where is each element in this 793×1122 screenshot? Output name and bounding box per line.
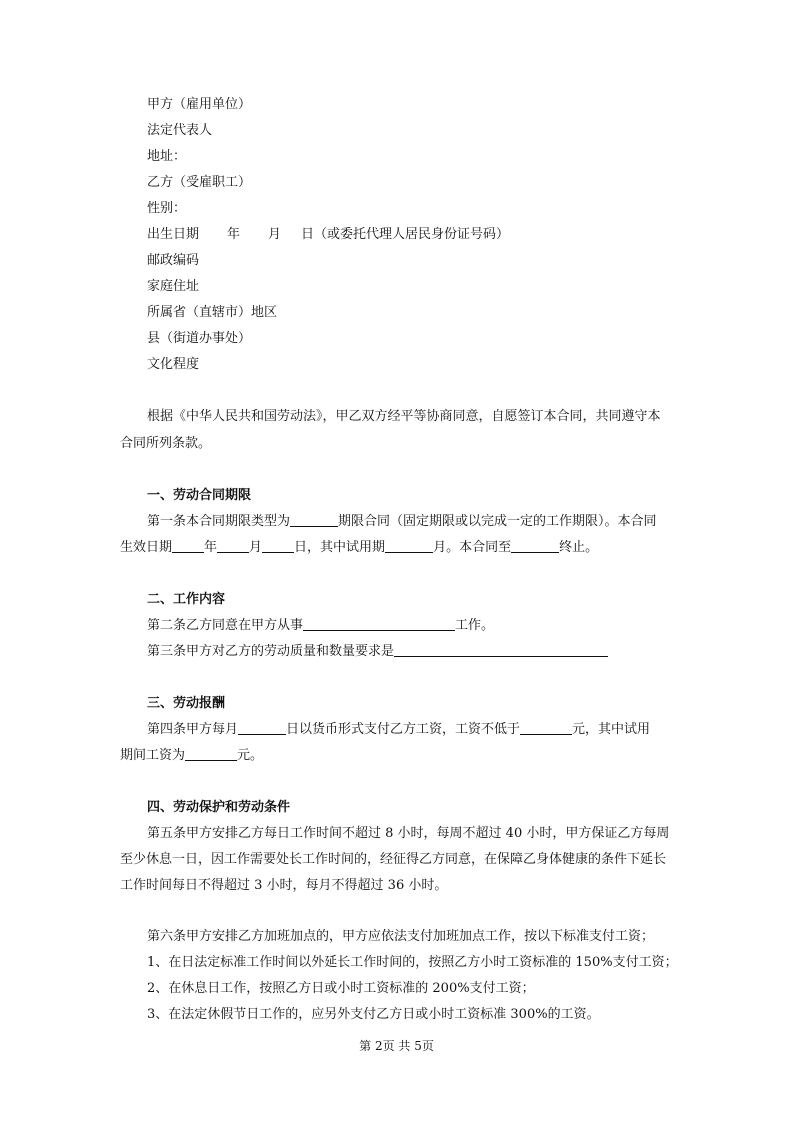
effective-year-label: 年 (204, 540, 218, 555)
intro-line-2: 合同所列条款。 (120, 436, 212, 451)
birth-label: 出生日期 (147, 227, 200, 242)
contract-until-label: 月。本合同至 (433, 540, 512, 555)
article-5-line-3: 工作时间每日不得超过 3 小时，每月不得超过 36 小时。 (120, 878, 448, 893)
article-3-line (147, 644, 608, 660)
birth-month: 月 (268, 227, 282, 242)
home-address-label: 家庭住址 (147, 279, 200, 294)
birth-day-note: 日（或委托代理人居民身份证号码） (301, 227, 510, 242)
county-label: 县（街道办事处） (147, 331, 252, 346)
section-1-heading: 一、劳动合同期限 (147, 488, 252, 503)
min-wage-blank[interactable] (520, 722, 572, 735)
pay-day-blank[interactable] (238, 722, 286, 735)
termination-label: 终止。 (559, 540, 599, 555)
effective-month-label: 月 (249, 540, 263, 555)
section-2-heading: 二、工作内容 (147, 592, 226, 607)
party-a-label: 甲方（雇用单位） (147, 97, 252, 112)
education-label: 文化程度 (147, 357, 200, 372)
legal-rep-label: 法定代表人 (147, 123, 213, 138)
effective-year-blank[interactable] (172, 540, 204, 553)
section-3-heading: 三、劳动报酬 (147, 696, 226, 711)
article-4-line-1 (147, 722, 650, 738)
article-6-item-2: 2、在休息日工作，按照乙方日或小时工资标准的 200%支付工资； (147, 981, 535, 996)
probation-label: 日，其中试用期 (294, 540, 386, 555)
effective-day-blank[interactable] (262, 540, 294, 553)
party-b-label: 乙方（受雇职工） (147, 175, 252, 190)
birth-year: 年 (227, 227, 241, 242)
article-1-line-1 (147, 514, 657, 530)
term-type-blank[interactable] (290, 514, 338, 527)
gender-label: 性别： (147, 201, 187, 216)
quality-requirements-blank[interactable] (394, 644, 608, 657)
effective-month-blank[interactable] (217, 540, 249, 553)
article-2-text-b: 工作。 (455, 618, 495, 633)
article-1-text-b: 期限合同（固定期限或以完成一定的工作期限）。本合同 (338, 514, 657, 529)
intro-line-1: 根据《中华人民共和国劳动法》，甲乙双方经平等协商同意，自愿签订本合同，共同遵守本 (147, 409, 661, 424)
job-content-blank[interactable] (303, 618, 455, 631)
article-4-text-c: 元，其中试用 (572, 722, 651, 737)
page-footer: 第 2页 共 5页 (359, 1039, 434, 1053)
birth-date-line (147, 227, 509, 243)
article-5-line-2: 至少休息一日，因工作需要处长工作时间的，经征得乙方同意，在保障乙身体健康的条件下延长 (120, 852, 667, 867)
article-1-text-a: 第一条本合同期限类型为 (147, 514, 291, 529)
article-4-line-2 (120, 748, 263, 764)
effective-date-label: 生效日期 (120, 540, 173, 555)
article-4-text-b: 日以货币形式支付乙方工资，工资不低于 (286, 722, 521, 737)
probation-blank[interactable] (385, 540, 433, 553)
province-label: 所属省（直辖市）地区 (147, 305, 278, 320)
section-4-heading: 四、劳动保护和劳动条件 (147, 800, 291, 815)
article-4-text-a: 第四条甲方每月 (147, 722, 239, 737)
probation-wage-label: 期间工资为 (120, 748, 186, 763)
probation-wage-blank[interactable] (185, 748, 237, 761)
article-1-line-2 (120, 540, 598, 556)
article-6-item-1: 1、在日法定标准工作时间以外延长工作时间的，按照乙方小时工资标准的 150%支付工资； (147, 955, 678, 970)
article-2-line (147, 618, 494, 634)
contract-end-blank[interactable] (511, 540, 559, 553)
article-5-line-1: 第五条甲方安排乙方每日工作时间不超过 8 小时，每周不超过 40 小时，甲方保证乙方每周 (147, 826, 670, 841)
postal-label: 邮政编码 (147, 253, 200, 268)
yuan-label: 元。 (237, 748, 264, 763)
address-label: 地址： (147, 149, 187, 164)
article-3-text: 第三条甲方对乙方的劳动质量和数量要求是 (147, 644, 395, 659)
article-2-text-a: 第二条乙方同意在甲方从事 (147, 618, 304, 633)
article-6-line-1: 第六条甲方安排乙方加班加点的，甲方应依法支付加班加点工作，按以下标准支付工资； (147, 929, 655, 944)
article-6-item-3: 3、在法定休假节日工作的，应另外支付乙方日或小时工资标准 300%的工资。 (147, 1007, 600, 1022)
